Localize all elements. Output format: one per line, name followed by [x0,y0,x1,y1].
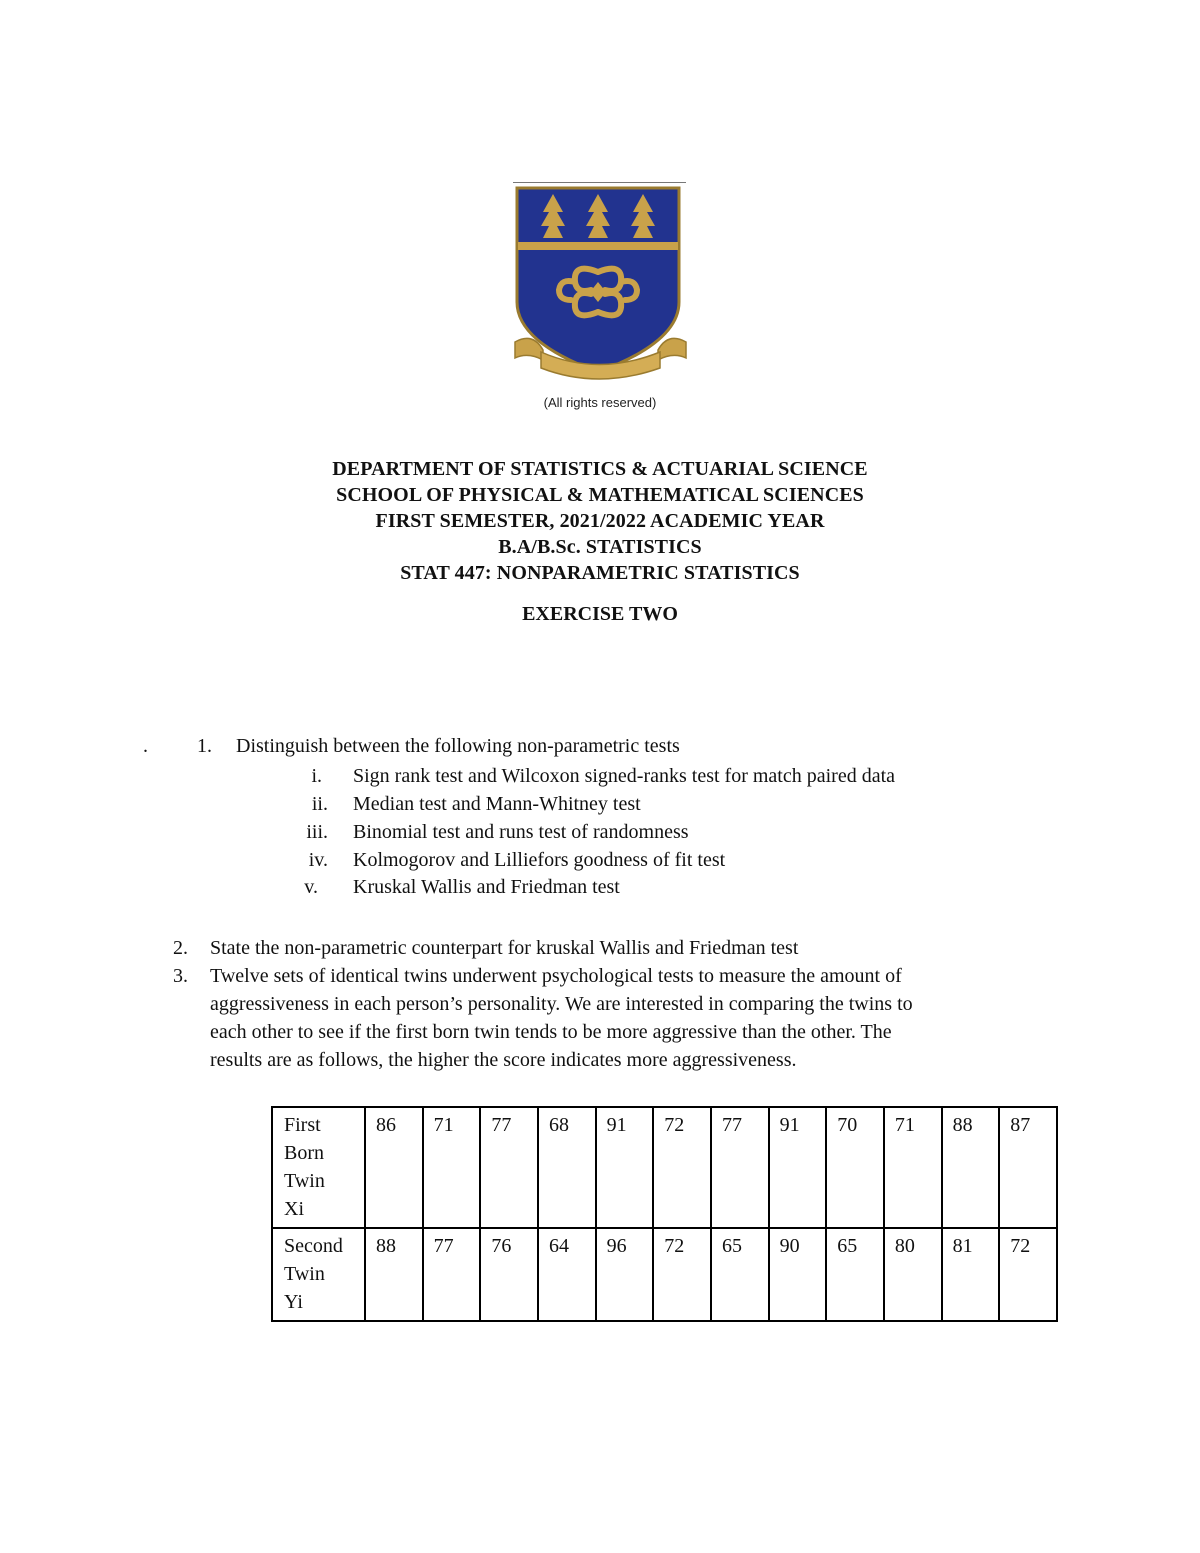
q3-line: each other to see if the first born twin tends to be more aggressive than the other. The [210,1021,892,1043]
table-row [272,1107,1057,1228]
q3-line: Twelve sets of identical twins underwent psychological tests to measure the amount of [210,965,902,987]
table-cell: 91 [769,1107,827,1228]
table-cell: 87 [999,1107,1057,1228]
q1-item-number: v. [304,876,318,898]
q1-item-text: Kolmogorov and Lilliefors goodness of fit test [353,849,726,871]
table-cell: 77 [711,1107,769,1228]
course-title: STAT 447: NONPARAMETRIC STATISTICS [400,562,800,584]
row-label-second-twin [272,1228,365,1321]
q1-text: Distinguish between the following non-parametric tests [236,735,680,757]
table-cell: 88 [942,1107,1000,1228]
twins-score-table [271,1106,1058,1322]
row-label-line: Second [284,1235,343,1257]
q1-item-number: ii. [311,793,328,815]
table-cell: 81 [942,1228,1000,1321]
stray-mark: . [143,735,148,757]
row-label-first-born [272,1107,365,1228]
exercise-title: EXERCISE TWO [522,603,678,625]
table-cell: 71 [884,1107,942,1228]
table-cell: 88 [365,1228,423,1321]
q3-line: results are as follows, the higher the score indicates more aggressiveness. [210,1049,797,1071]
q1-item-text: Sign rank test and Wilcoxon signed-ranks test for match paired data [353,765,896,787]
university-crest [513,182,688,392]
table-cell: 71 [423,1107,481,1228]
programme-title: B.A/B.Sc. STATISTICS [498,536,702,558]
exam-header [0,456,1200,586]
table-row [272,1228,1057,1321]
q1-item-text: Median test and Mann-Whitney test [353,793,641,815]
row-label-line: Born [284,1142,324,1164]
q3-number: 3. [173,965,188,987]
table-cell: 80 [884,1228,942,1321]
row-label-line: Yi [284,1291,303,1313]
q1-item-text: Kruskal Wallis and Friedman test [353,876,620,898]
q2-text: State the non-parametric counterpart for kruskal Wallis and Friedman test [210,937,799,959]
row-label-line: Xi [284,1198,304,1220]
table-cell: 76 [480,1228,538,1321]
q3-line: aggressiveness in each person’s personality. We are interested in comparing the twins to [210,993,913,1015]
table-cell: 77 [423,1228,481,1321]
row-label-line: Twin [284,1170,325,1192]
table-cell: 91 [596,1107,654,1228]
table-cell: 72 [653,1107,711,1228]
table-cell: 68 [538,1107,596,1228]
table-cell: 65 [826,1228,884,1321]
school-title: SCHOOL OF PHYSICAL & MATHEMATICAL SCIENCES [336,484,864,506]
table-cell: 72 [653,1228,711,1321]
q2-number: 2. [173,937,188,959]
q1-item-text: Binomial test and runs test of randomness [353,821,689,843]
row-label-line: Twin [284,1263,325,1285]
table-cell: 86 [365,1107,423,1228]
rights-reserved-note: (All rights reserved) [543,395,657,410]
q1-number: 1. [197,735,212,757]
q1-item-number: i. [311,765,322,787]
row-label-line: First [284,1114,321,1136]
crest-emblem-icon [513,182,688,392]
table-cell: 70 [826,1107,884,1228]
table-cell: 90 [769,1228,827,1321]
semester-title: FIRST SEMESTER, 2021/2022 ACADEMIC YEAR [375,510,825,532]
table-cell: 65 [711,1228,769,1321]
crest-top-rule [513,182,686,183]
department-title: DEPARTMENT OF STATISTICS & ACTUARIAL SCIENCE [332,458,868,480]
table-cell: 64 [538,1228,596,1321]
table-cell: 72 [999,1228,1057,1321]
q1-item-number: iii. [306,821,328,843]
table-cell: 96 [596,1228,654,1321]
table-cell: 77 [480,1107,538,1228]
q1-item-number: iv. [308,849,328,871]
